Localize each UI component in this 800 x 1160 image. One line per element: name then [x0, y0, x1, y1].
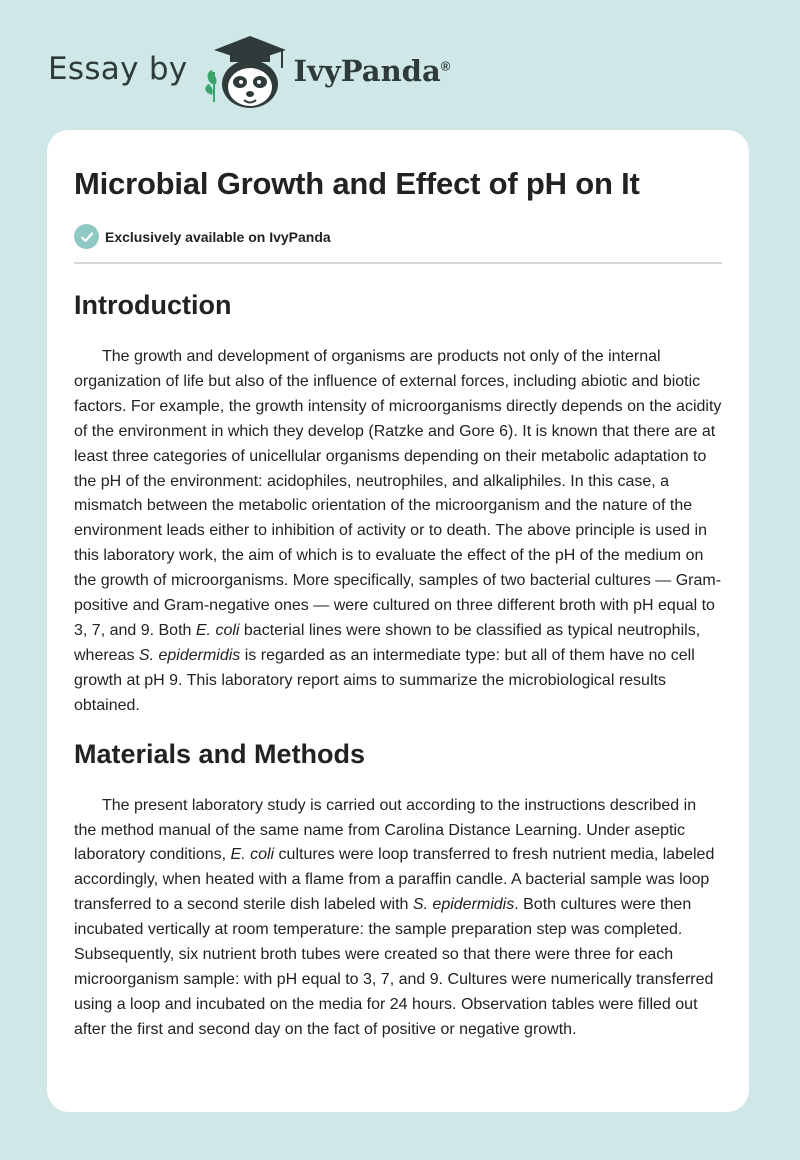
essay-card — [47, 130, 749, 1112]
divider — [74, 262, 722, 264]
page-title: Microbial Growth and Effect of pH on It — [74, 166, 640, 201]
exclusive-label: Exclusively available on IvyPanda — [105, 228, 331, 245]
section-heading-materials-methods: Materials and Methods — [74, 738, 366, 769]
checkmark-icon — [74, 224, 99, 249]
brand-name[interactable]: IvyPanda® — [293, 54, 451, 88]
section-paragraph-materials-methods: The present laboratory study is carried out according to the instructions described in the method manual of the same name from Carolina Distance Learning. Under aseptic laboratory conditions, E. coli cultures were loop transferred to fresh nutrient media, labeled accordingly, when heated with a flame from a paraffin candle. A bacterial sample was loop transferred to a second sterile dish labeled with S. epidermidis. Both cultures were then incubated vertically at room temperature: the sample preparation step was completed. Subsequently, six nutrient broth tubes were created so that there were three for each microorganism sample: with pH equal to 3, 7, and 9. Cultures were numerically transferred using a loop and incubated on the media for 24 hours. Observation tables were filled out after the first and second day on the fact of positive or negative growth. — [74, 796, 715, 1038]
ivypanda-logo-icon[interactable] — [202, 32, 290, 112]
brand-prefix: Essay by — [48, 51, 188, 87]
section-heading-introduction: Introduction — [74, 290, 232, 320]
registered-mark: ® — [440, 58, 451, 74]
section-paragraph-introduction: The growth and development of organisms are products not only of the internal organization of life but also of the influence of external forces, including abiotic and biotic factors. For example, the growth intensity of microorganisms directly depends on the acidity of the environment in which they develop (Ratzke and Gore 6). It is known that there are at least three categories of unicellular organisms depending on their metabolic adaptation to the pH of the environment: acidophiles, neutrophiles, and alkaliphiles. In this case, a mismatch between the metabolic orientation of the microorganism and the nature of the environment leads either to inhibition of activity or to death. The above principle is used in this laboratory work, the aim of which is to evaluate the effect of the pH of the medium on the growth of microorganisms. More specifically, samples of two bacterial cultures — Gram-positive and Gram-negative ones — were cultured on three different broth with pH equal to 3, 7, and 9. Both E. coli bacterial lines were shown to be classified as typical neutrophils, whereas S. epidermidis is regarded as an intermediate type: but all of them have no cell growth at pH 9. This laboratory report aims to summarize the microbiological results obtained. — [74, 348, 722, 714]
exclusive-badge — [74, 224, 722, 249]
brand-header — [48, 32, 450, 112]
